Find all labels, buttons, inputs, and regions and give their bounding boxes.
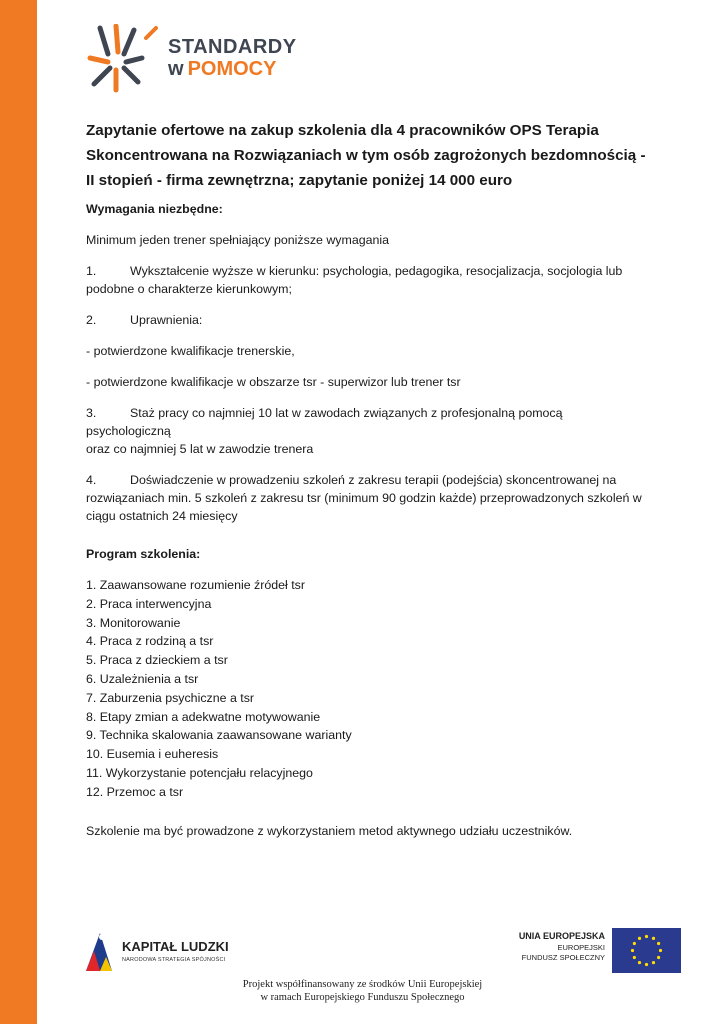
logo-text-standardy: STANDARDY bbox=[168, 36, 297, 58]
requirement-number: 2. bbox=[86, 313, 97, 327]
star-logo-icon bbox=[86, 24, 164, 94]
kapital-ludzki-emblem-icon bbox=[82, 927, 116, 975]
program-heading: Program szkolenia: bbox=[86, 547, 201, 561]
program-item: 9. Technika skalowania zaawansowane warianty bbox=[86, 728, 352, 743]
requirement-text: Staż pracy co najmniej 10 lat w zawodach związanych z profesjonalną pomocą psychologiczną bbox=[86, 406, 563, 438]
ue-text-block bbox=[505, 931, 605, 962]
program-item: 4. Praca z rodziną a tsr bbox=[86, 634, 214, 649]
requirement-text-cont: podobne o charakterze kierunkowym; bbox=[86, 282, 292, 296]
title-line-3: II stopień - firma zewnętrzna; zapytanie poniżej 14 000 euro bbox=[86, 172, 513, 189]
kapital-ludzki-subtitle: NARODOWA STRATEGIA SPÓJNOŚCI bbox=[122, 957, 226, 963]
program-item: 11. Wykorzystanie potencjału relacyjnego bbox=[86, 765, 313, 780]
logo-text-pomocy: POMOCY bbox=[187, 58, 277, 80]
program-item: 10. Eusemia i euheresis bbox=[86, 747, 219, 762]
kapital-ludzki-logo bbox=[82, 921, 242, 981]
title-line-2: Skoncentrowana na Rozwiązaniach w tym osób zagrożonych bezdomnością - bbox=[86, 147, 646, 164]
funding-note bbox=[0, 978, 725, 1004]
funding-note-line-2: w ramach Europejskiego Funduszu Społecznego bbox=[260, 992, 465, 1003]
requirement-text: Uprawnienia: bbox=[130, 313, 203, 327]
footer bbox=[0, 915, 725, 1024]
program-item: 12. Przemoc a tsr bbox=[86, 784, 184, 799]
program-item: 5. Praca z dzieckiem a tsr bbox=[86, 653, 228, 668]
requirement-number: 1. bbox=[86, 264, 97, 278]
requirement-text-cont: ciągu ostatnich 24 miesięcy bbox=[86, 509, 238, 523]
title-line-1: Zapytanie ofertowe na zakup szkolenia dla 4 pracowników OPS Terapia bbox=[86, 122, 599, 139]
program-item: 6. Uzależnienia a tsr bbox=[86, 671, 199, 686]
requirement-text: Wykształcenie wyższe w kierunku: psychologia, pedagogika, resocjalizacja, socjologia lub bbox=[130, 264, 623, 278]
ue-line-2: EUROPEJSKI bbox=[557, 943, 605, 952]
program-item: 8. Etapy zmian a adekwatne motywowanie bbox=[86, 709, 321, 724]
document-body bbox=[86, 200, 646, 853]
closing-text: Szkolenie ma być prowadzone z wykorzystaniem metod aktywnego udziału uczestników. bbox=[86, 823, 573, 838]
program-list bbox=[86, 576, 646, 802]
eu-stars-icon bbox=[612, 928, 681, 973]
orange-side-stripe bbox=[0, 0, 37, 1024]
requirements-heading: Wymagania niezbędne: bbox=[86, 202, 223, 216]
requirement-bullet-1: - potwierdzone kwalifikacje trenerskie, bbox=[86, 344, 295, 358]
requirement-item-4 bbox=[86, 471, 646, 525]
requirement-item-3 bbox=[86, 404, 646, 458]
logo-text-w: w bbox=[168, 58, 184, 80]
ue-line-1: UNIA EUROPEJSKA bbox=[518, 931, 605, 941]
document-title bbox=[86, 118, 646, 193]
requirement-number: 3. bbox=[86, 406, 97, 420]
program-item: 7. Zaburzenia psychiczne a tsr bbox=[86, 690, 255, 705]
requirement-bullet-2: - potwierdzone kwalifikacje w obszarze tsr - superwizor lub trener tsr bbox=[86, 375, 461, 389]
program-item: 3. Monitorowanie bbox=[86, 615, 181, 630]
program-item: 2. Praca interwencyjna bbox=[86, 596, 212, 611]
standardy-w-pomocy-logo bbox=[86, 24, 296, 94]
logo-text-w-pomocy bbox=[168, 58, 276, 81]
requirement-item-1 bbox=[86, 262, 646, 298]
requirement-number: 4. bbox=[86, 473, 97, 487]
requirement-text-cont: oraz co najmniej 5 lat w zawodzie trenera bbox=[86, 442, 314, 456]
eu-flag bbox=[612, 928, 681, 973]
requirements-intro: Minimum jeden trener spełniający poniższe wymagania bbox=[86, 233, 390, 247]
ue-line-3: FUNDUSZ SPOŁECZNY bbox=[521, 953, 605, 962]
kapital-ludzki-title: KAPITAŁ LUDZKI bbox=[122, 939, 229, 954]
program-item: 1. Zaawansowane rozumienie źródeł tsr bbox=[86, 578, 306, 592]
requirement-text-cont: rozwiązaniach min. 5 szkoleń z zakresu tsr (minimum 90 godzin każde) przeprowadzonych szkoleń w bbox=[86, 491, 642, 505]
requirement-text: Doświadczenie w prowadzeniu szkoleń z zakresu terapii (podejścia) skoncentrowanej na bbox=[130, 473, 617, 487]
funding-note-line-1: Projekt współfinansowany ze środków Unii Europejskiej bbox=[242, 979, 483, 990]
requirement-item-2 bbox=[86, 311, 646, 329]
